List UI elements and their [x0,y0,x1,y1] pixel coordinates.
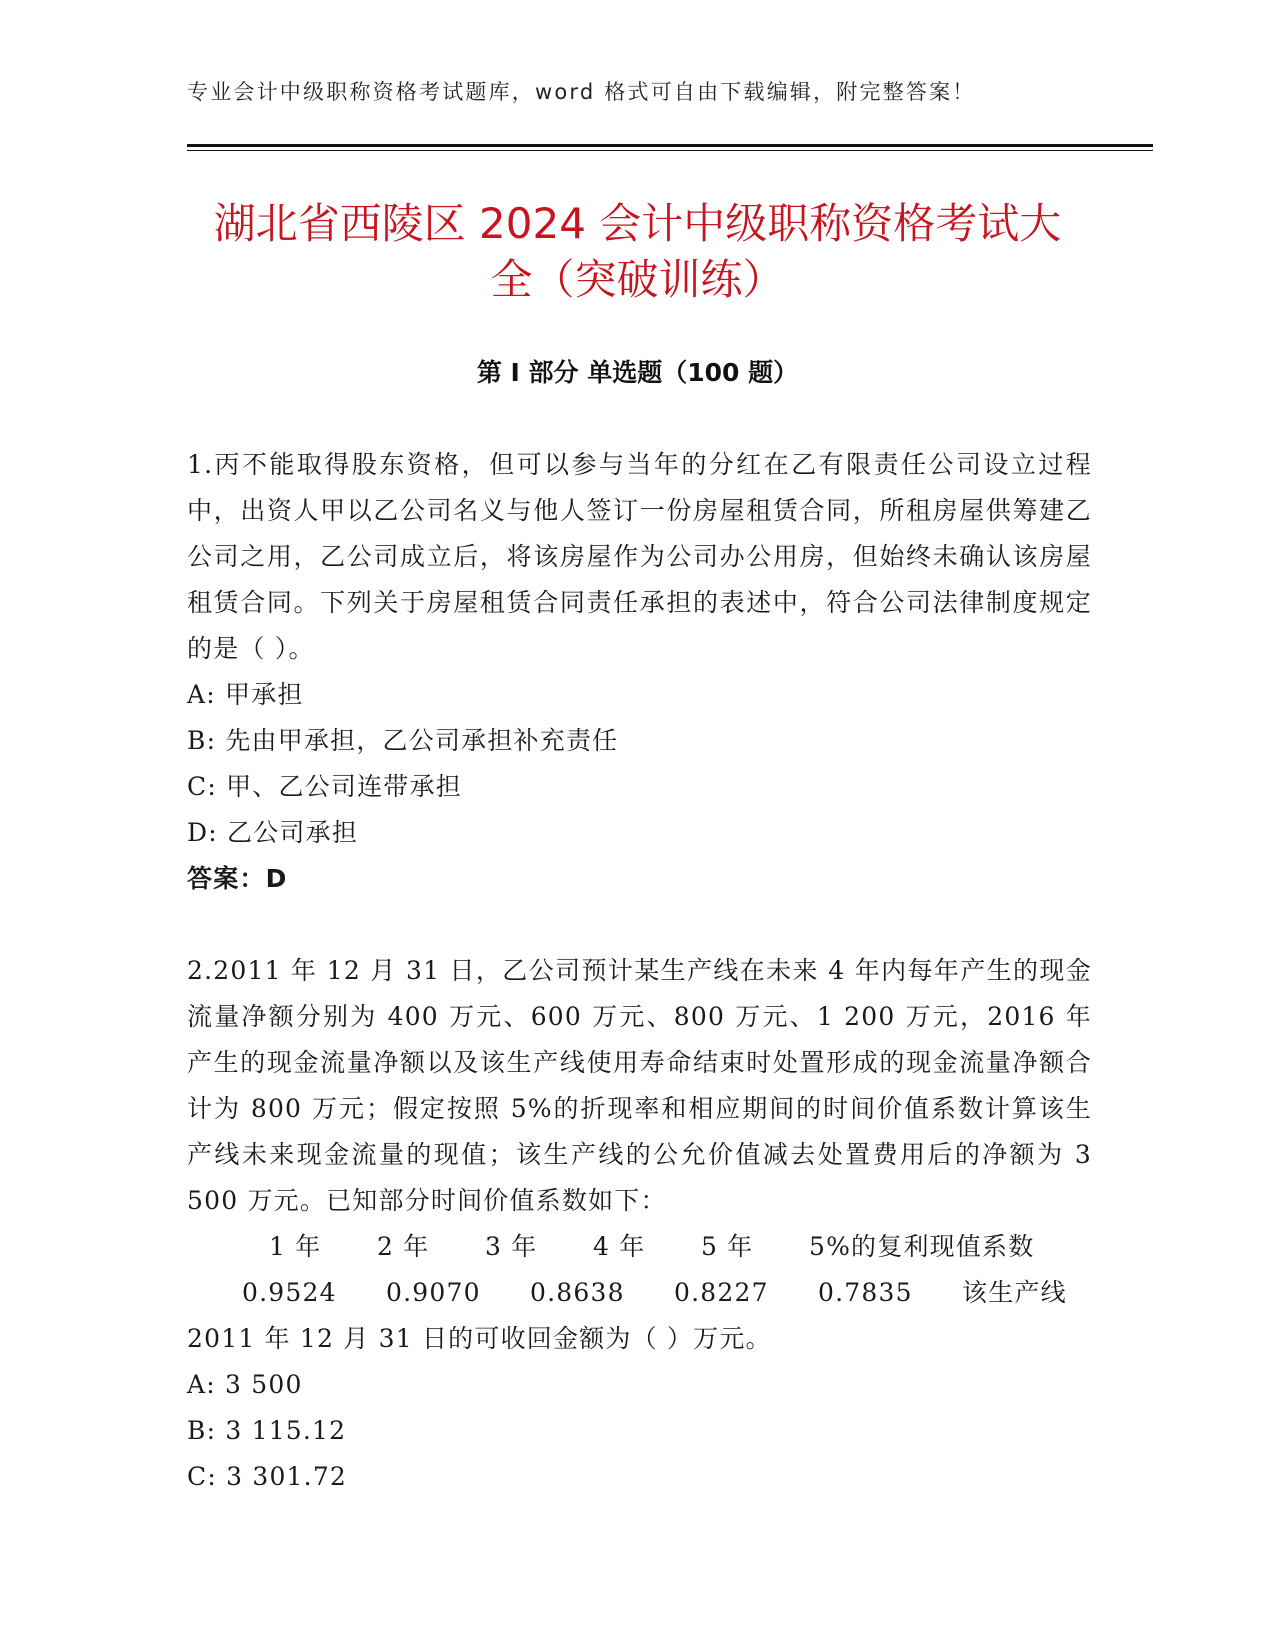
factor-cell: 0.8227 [674,1278,769,1307]
question-2 [187,948,1092,1500]
question-list [187,442,1092,1500]
section-title: 第 I 部分 单选题（100 题） [476,358,799,387]
factor-cell: 0.9070 [386,1278,481,1307]
year-cell: 4 年 [593,1232,646,1261]
header-rule-thin [187,150,1153,151]
factor-cell: 0.9524 [242,1278,337,1307]
option-a: A: 3 500 [187,1370,303,1399]
option-c: C: 3 301.72 [187,1462,348,1491]
factor-table-values [187,1270,1092,1316]
option-d: D: 乙公司承担 [187,818,359,847]
factor-label: 5%的复利现值系数 [809,1232,1035,1261]
header-rule-thick [187,144,1153,147]
question-text: 1.丙不能取得股东资格，但可以参与当年的分红在乙有限责任公司设立过程中，出资人甲以乙公司名义与他人签订一份房屋租赁合同，所租房屋供筹建乙公司之用，乙公司成立后，将该房屋作为公司办公用房，但始终未确认该房屋租赁合同。下列关于房屋租赁合同责任承担的表述中，符合公司法律制度规定的是（ ）。 [187,450,1092,663]
option-b: B: 3 115.12 [187,1416,347,1445]
year-cell: 1 年 [269,1232,322,1261]
document-title [150,196,1125,308]
question-tail-start: 该生产线 [962,1278,1067,1307]
factor-cell: 0.8638 [530,1278,625,1307]
question-tail-end: 2011 年 12 月 31 日的可收回金额为（ ）万元。 [187,1324,772,1353]
answer: 答案：D [187,864,288,893]
document-title-line1: 湖北省西陵区 2024 会计中级职称资格考试大 [213,199,1062,248]
question-1 [187,442,1092,902]
option-a: A: 甲承担 [187,680,304,709]
year-cell: 3 年 [485,1232,538,1261]
option-b: B: 先由甲承担，乙公司承担补充责任 [187,726,619,755]
year-cell: 5 年 [701,1232,754,1261]
document-title-line2: 全（突破训练） [490,255,785,304]
factor-table-years [187,1224,1092,1270]
year-cell: 2 年 [377,1232,430,1261]
factor-cell: 0.7835 [818,1278,913,1307]
header-note: 专业会计中级职称资格考试题库，word 格式可自由下载编辑，附完整答案！ [187,80,976,104]
option-c: C: 甲、乙公司连带承担 [187,772,462,801]
question-text: 2.2011 年 12 月 31 日，乙公司预计某生产线在未来 4 年内每年产生的现金流量净额分别为 400 万元、600 万元、800 万元、1 200 万元，2016 年产生的现金流量净额以及该生产线使用寿命结束时处置形成的现金流量净额合计为 800 万元；假定按照 5%的折现率和相应期间的时间价值系数计算该生产线未来现金流量的现值；该生产线的公允价值减去处置费用后的净额为 3 500 万元。已知部分时间价值系数如下： [187,956,1092,1215]
